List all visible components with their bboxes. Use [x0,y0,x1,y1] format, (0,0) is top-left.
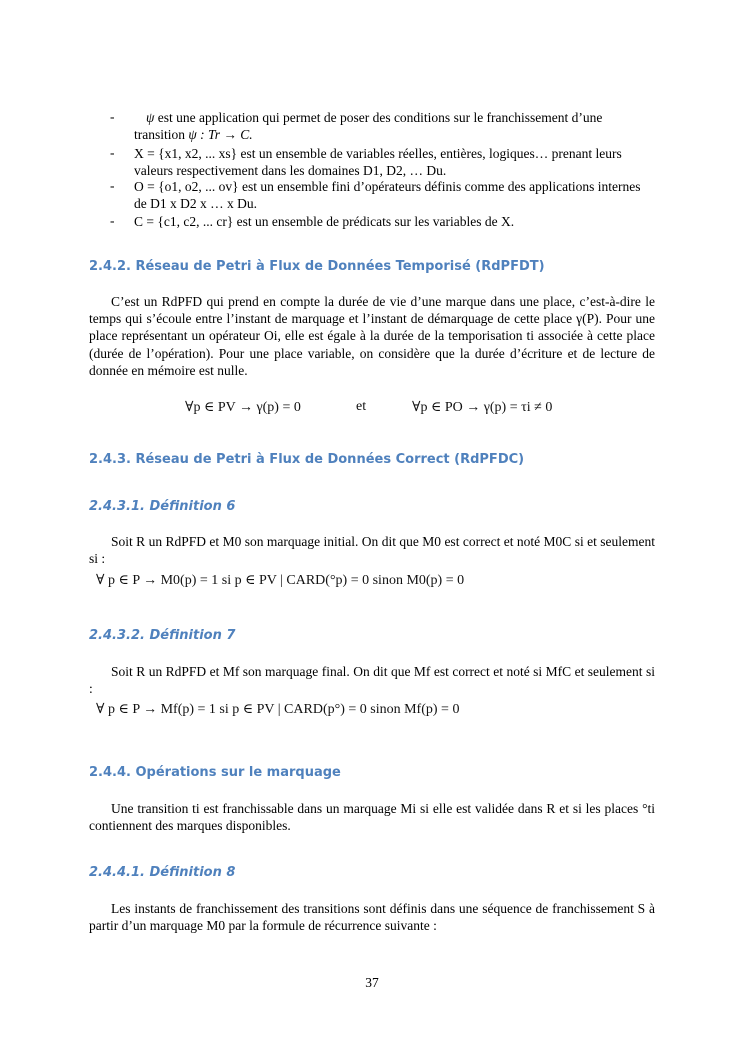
page-number: 37 [365,975,379,990]
formula-connector-et: et [356,399,367,414]
paragraph-rdpfdt-text: C’est un RdPFD qui prend en compte la durée de vie d’une marque dans une place, c’est-à-dire le temps qui s’écoule entre l’instant de marquage et l’instant de démarquage de cette place γ(P). Pour une place représentant un opérateur Oi, elle est égale à la durée de la temporisation ti associée à cette place (durée de l’opération). Pour une place variable, on considère que la durée d’écriture et de lecture de donnée en mémoire est nulle. [89,294,655,378]
paragraph-definition-6-text: Soit R un RdPFD et M0 son marquage initial. On dit que M0 est correct et noté M0C si et seulement si : [89,534,655,567]
bullet-o: O = {o1, o2, ... ov} est un ensemble fini d’opérateurs définis comme des applications internes de D1 x D2 x … x Du. [134,179,641,211]
bullet-psi [134,109,654,143]
formula-gamma-pv: ∀p ∈ PV → γ(p) = 0 [185,400,301,415]
paragraph-definition-8-text: Les instants de franchissement des transitions sont définis dans une séquence de franchissement S à partir d’un marquage M0 par la formule de récurrence suivante : [89,901,655,934]
bullet-psi-text: est une application qui permet de poser des conditions sur le franchissement d’une transition [134,110,603,142]
paragraph-rdpfdt [89,293,655,379]
formula-final-marking: ∀ p ∈ P → Mf(p) = 1 si p ∈ PV | CARD(p°) = 0 sinon Mf(p) = 0 [96,702,460,717]
paragraph-definition-6 [89,533,655,567]
bullet-marker: - [110,213,115,228]
paragraph-operations-marquage-text: Une transition ti est franchissable dans un marquage Mi si elle est validée dans R et si les places °ti contiennent des marques disponibles. [89,801,655,834]
bullet-marker: - [110,145,115,160]
formula-gamma-po: ∀p ∈ PO → γ(p) = τi ≠ 0 [412,400,553,415]
bullet-marker: - [110,109,115,124]
formula-initial-marking: ∀ p ∈ P → M0(p) = 1 si p ∈ PV | CARD(°p) = 0 sinon M0(p) = 0 [96,573,465,588]
heading-2-4-3: 2.4.3. Réseau de Petri à Flux de Données Correct (RdPFDC) [89,452,525,467]
bullet-psi-formula: ψ : Tr → C. [188,127,253,142]
bullet-c: C = {c1, c2, ... cr} est un ensemble de prédicats sur les variables de X. [134,214,515,229]
paragraph-definition-8 [89,900,655,934]
heading-definition-8: 2.4.4.1. Définition 8 [89,865,236,880]
psi-symbol: ψ [146,110,155,125]
paragraph-definition-7 [89,663,655,697]
bullet-x: X = {x1, x2, ... xs} est un ensemble de variables réelles, entières, logiques… prenant leurs valeurs respectivement dans les domaines D1, D2, … Du. [134,146,622,178]
paragraph-operations-marquage [89,800,655,834]
heading-2-4-2: 2.4.2. Réseau de Petri à Flux de Données Temporisé (RdPFDT) [89,259,545,274]
heading-2-4-4: 2.4.4. Opérations sur le marquage [89,765,341,780]
heading-definition-6: 2.4.3.1. Définition 6 [89,499,236,514]
heading-definition-7: 2.4.3.2. Définition 7 [89,628,236,643]
bullet-marker: - [110,178,115,193]
paragraph-definition-7-text: Soit R un RdPFD et Mf son marquage final. On dit que Mf est correct et noté si MfC et seulement si : [89,664,655,697]
